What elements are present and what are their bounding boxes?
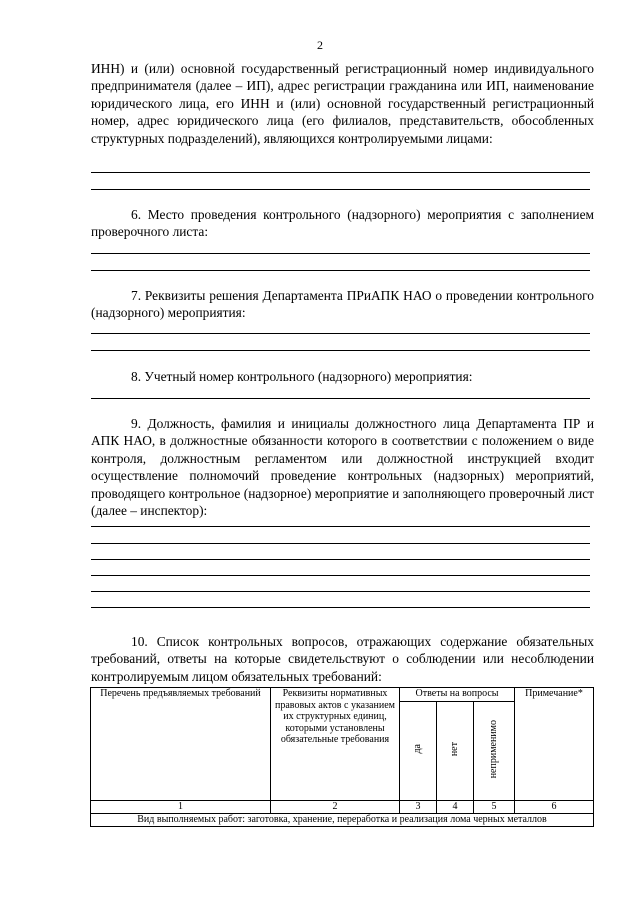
fill-line[interactable] (91, 559, 590, 560)
column-number: 2 (271, 801, 400, 814)
item-10-questions: 10. Список контрольных вопросов, отражающих содержание обязательных требований, ответы на которые свидетельствуют о соблюдении или несоблюдении контролируемым лицом обязательных требований: (91, 634, 594, 684)
fill-line[interactable] (91, 526, 590, 527)
fill-line[interactable] (91, 189, 590, 190)
header-answers: Ответы на вопросы (400, 688, 515, 702)
item-9-inspector: 9. Должность, фамилия и инициалы должностного лица Департамента ПР и АПК НАО, в должностные обязанности которого в соответствии с положением о виде контроля, должностным регламентом или должностной инструкцией входит осуществление полномочий проведение контрольных (надзорных) мероприятий, проводящего контрольное (надзорное) мероприятие и заполняющего проверочный лист (далее – инспектор): (91, 416, 594, 519)
fill-line[interactable] (91, 398, 590, 399)
fill-line[interactable] (91, 607, 590, 608)
header-answer-na: неприменимо (474, 702, 515, 801)
column-number: 1 (91, 801, 271, 814)
item-8-number: 8. Учетный номер контрольного (надзорного) мероприятия: (131, 369, 473, 384)
header-note: Примечание* (515, 688, 594, 801)
fill-line[interactable] (91, 350, 590, 351)
requirements-table (90, 687, 594, 827)
fill-line[interactable] (91, 543, 590, 544)
fill-line[interactable] (91, 172, 590, 173)
fill-line[interactable] (91, 270, 590, 271)
column-number: 6 (515, 801, 594, 814)
fill-line[interactable] (91, 575, 590, 576)
fill-line[interactable] (91, 253, 590, 254)
section-row: Вид выполняемых работ: заготовка, хранение, переработка и реализация лома черных металлов (91, 813, 594, 826)
column-number: 3 (400, 801, 437, 814)
page-number: 2 (317, 38, 323, 52)
column-number: 4 (437, 801, 474, 814)
item-6-place: 6. Место проведения контрольного (надзорного) мероприятия с заполнением проверочного листа: (91, 207, 594, 240)
header-requirements: Перечень предъявляемых требований (91, 688, 271, 801)
fill-line[interactable] (91, 333, 590, 334)
item-7-decision: 7. Реквизиты решения Департамента ПРиАПК НАО о проведении контрольного (надзорного) мероприятия: (91, 288, 594, 321)
fill-line[interactable] (91, 591, 590, 592)
header-answer-yes: да (400, 702, 437, 801)
header-legal-acts: Реквизиты нормативных правовых актов с указанием их структурных единиц, которыми установлены обязательные требования (271, 688, 400, 801)
header-answer-no: нет (437, 702, 474, 801)
paragraph-5-tail: ИНН) и (или) основной государственный регистрационный номер индивидуального предпринимателя (далее – ИП), адрес регистрации гражданина или ИП, наименование юридического лица, его ИНН и (или) основной государственный регистрационный номер, адрес юридического лица (его филиалов, представительств, обособленных структурных подразделений), являющихся контролируемыми лицами: (91, 61, 594, 146)
column-number: 5 (474, 801, 515, 814)
